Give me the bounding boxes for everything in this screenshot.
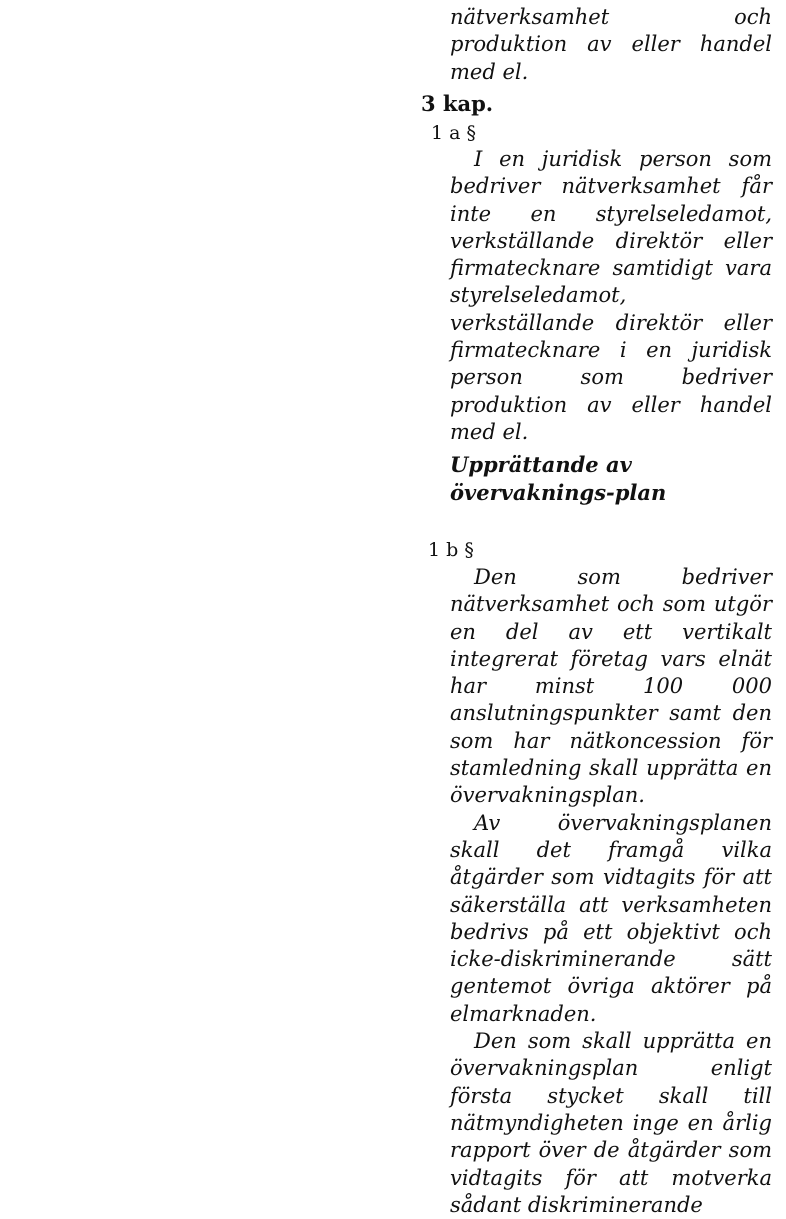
section-body-1b: [450, 564, 772, 1219]
section-heading: Upprättande av övervaknings-plan: [450, 452, 667, 505]
chapter-heading: 3 kap.: [421, 91, 494, 116]
section-text-1a: I en juridisk person som bedriver nätverksamhet får inte en styrelseledamot, verkställande direktör eller firmatecknare samtidigt vara styrelseledamot, verkställande direktör eller firmatecknare i en juridisk person som bedriver produktion av eller handel med el.: [450, 147, 772, 444]
section-paragraph: Den som bedriver nätverksamhet och som utgör en del av ett vertikalt integrerat företag vars elnät har minst 100 000 anslutningspunkter samt den som har nätkoncession för stamledning skall upprätta en övervakningsplan.: [450, 565, 772, 808]
continued-text-fragment: nätverksamhet och produktion av eller handel med el.: [450, 5, 772, 84]
section-paragraph: Den som skall upprätta en övervakningsplan enligt första stycket skall till nätmyndigheten inge en årlig rapport över de åtgärder som vidtagits för att motverka sådant diskriminerande: [450, 1029, 772, 1217]
section-paragraph: Av övervakningsplanen skall det framgå vilka åtgärder som vidtagits för att säkerställa att verksamheten bedrivs på ett objektivt och icke-diskriminerande sätt gentemot övriga aktörer på elmarknaden.: [450, 810, 772, 1026]
section-label-1b: 1 b §: [428, 539, 474, 561]
section-label-1a: 1 a §: [431, 122, 476, 144]
